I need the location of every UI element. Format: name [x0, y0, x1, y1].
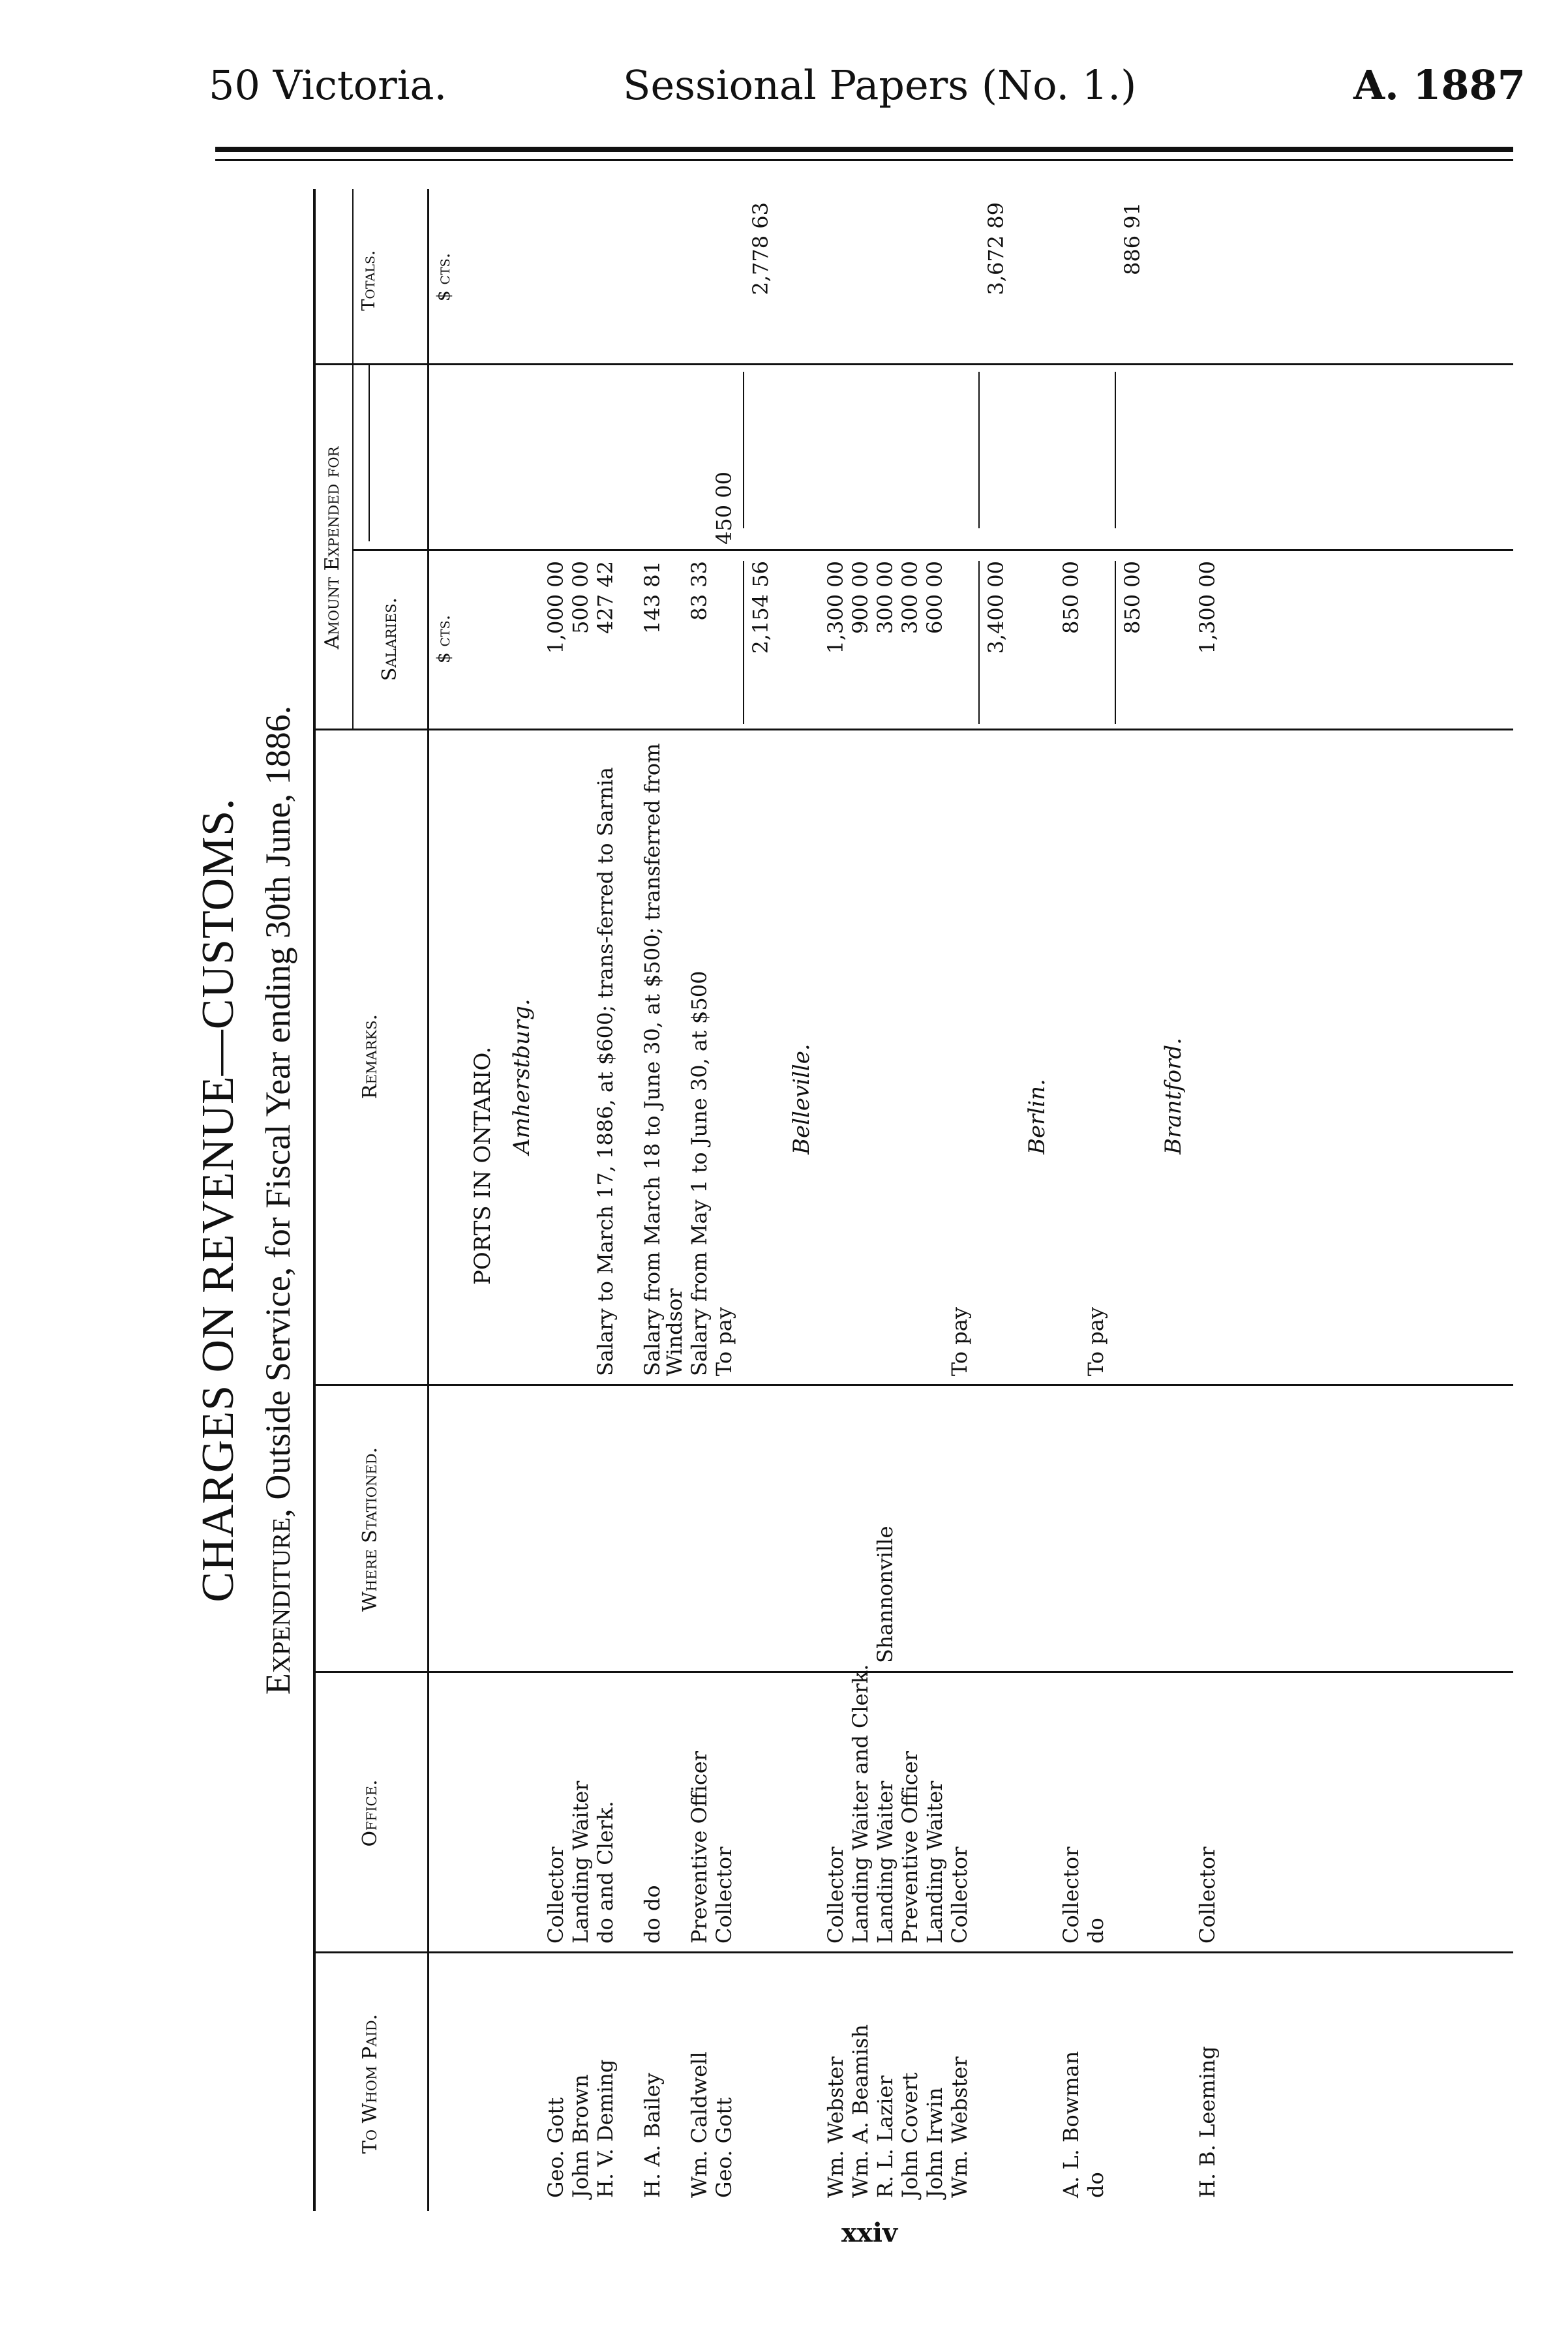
subtotal-rule — [743, 561, 744, 724]
header-bottom-rule — [427, 189, 429, 2211]
payee-name: Wm. A. Beamish — [848, 2024, 873, 2198]
payee-name: Wm. Caldwell — [687, 2051, 712, 2198]
col-header-salaries: Salaries. — [378, 597, 401, 682]
office-name: Preventive Officer — [687, 1751, 712, 1944]
amount-header-rule — [352, 189, 354, 730]
wages-value: 450 00 — [712, 472, 736, 545]
payee-name: John Covert — [897, 2072, 922, 2198]
rotated-table-page — [193, 189, 1513, 2211]
office-name: Collector — [947, 1846, 972, 1944]
office-name: Collector — [543, 1846, 568, 1944]
subtotal-salary: 3,400 00 — [984, 561, 1008, 654]
col-rule-1 — [313, 1951, 1513, 1953]
col-rule-6 — [313, 363, 1513, 365]
port-name: Belleville. — [789, 1044, 815, 1154]
unit-totals: $ cts. — [434, 252, 454, 302]
unit-salaries: $ cts. — [434, 614, 454, 664]
col-header-where-stationed: Where Stationed. — [359, 1447, 382, 1612]
col-header-amount-expended: Amount Expended for — [321, 446, 344, 650]
payee-name: A. L. Bowman — [1059, 2051, 1083, 2198]
office-name: Collector — [1059, 1846, 1083, 1944]
subtotal-rule — [1115, 372, 1116, 528]
salary-value: 500 00 — [568, 561, 593, 634]
col-header-totals: Totals. — [359, 250, 379, 311]
col-header-office: Office. — [359, 1779, 382, 1847]
payee-name: R. L. Lazier — [873, 2075, 897, 2198]
salary-value: 600 00 — [922, 561, 947, 634]
office-name: Collector — [823, 1846, 848, 1944]
office-name: Preventive Officer — [897, 1751, 922, 1944]
subtitle-rest: Outside Service, for Fiscal Year ending 30th June, 1886. — [258, 705, 297, 1500]
year-label: A. 1887 — [1353, 61, 1526, 109]
salary-value: 300 00 — [897, 561, 922, 634]
port-name: Amherstburg. — [509, 999, 535, 1154]
subtotal-rule — [978, 372, 980, 528]
table-title: CHARGES ON REVENUE—CUSTOMS. — [193, 798, 243, 1602]
payee-name: H. A. Bailey — [640, 2073, 665, 2198]
col-rule-5 — [354, 549, 1513, 551]
office-name: do — [1083, 1917, 1108, 1944]
port-name: Berlin. — [1024, 1079, 1050, 1154]
remarks-text: Salary from March 18 to June 30, at $500; transferred from Windsor — [640, 743, 687, 1376]
header-rule-thick — [215, 147, 1513, 152]
remarks-text: To pay — [1083, 1307, 1108, 1376]
payee-name: H. B. Leeming — [1195, 2046, 1220, 2198]
office-name: Collector — [712, 1846, 736, 1944]
subtotal-salary: 2,154 56 — [748, 561, 773, 654]
port-total: 3,672 89 — [984, 202, 1008, 295]
salary-value: 427 42 — [593, 561, 618, 634]
salary-value: 83 33 — [687, 561, 712, 621]
office-name: Landing Waiter — [922, 1781, 947, 1944]
header-rule-thin — [215, 159, 1513, 161]
port-name: Brantford. — [1160, 1038, 1186, 1154]
payee-name: Geo. Gott — [712, 2097, 736, 2198]
salary-value: 1,300 00 — [1195, 561, 1220, 654]
salary-value: 1,000 00 — [543, 561, 568, 654]
payee-name: Wm. Webster — [823, 2056, 848, 2198]
subtotal-rule — [978, 561, 980, 724]
station-name: Shannonville — [873, 1526, 897, 1663]
page-marker: xxiv — [841, 2218, 898, 2248]
sessional-papers-label: Sessional Papers (No. 1.) — [623, 61, 1137, 109]
salary-value: 850 00 — [1059, 561, 1083, 634]
salary-value: 900 00 — [848, 561, 873, 634]
col-rule-3 — [313, 1384, 1513, 1386]
rents-header-rule — [369, 365, 370, 541]
payee-name: Wm. Webster — [947, 2056, 972, 2198]
office-name: Landing Waiter and Clerk. — [848, 1664, 873, 1944]
remarks-text: To pay — [947, 1307, 972, 1376]
office-name: Landing Waiter — [568, 1781, 593, 1944]
col-rule-2 — [313, 1671, 1513, 1673]
remarks-text: To pay — [712, 1307, 736, 1376]
table-subtitle — [258, 189, 298, 2211]
remarks-text: Salary to March 17, 1886, at $600; trans-ferred to Sarnia — [593, 767, 618, 1376]
subtotal-rule — [1115, 561, 1116, 724]
col-header-to-whom-paid: To Whom Paid. — [359, 2013, 382, 2154]
col-rule-4 — [313, 729, 1513, 730]
port-total: 2,778 63 — [748, 202, 773, 295]
payee-name: John Brown — [568, 2074, 593, 2198]
payee-name: do — [1083, 2172, 1108, 2198]
office-name: do do — [640, 1885, 665, 1944]
salary-value: 1,300 00 — [823, 561, 848, 654]
payee-name: Geo. Gott — [543, 2097, 568, 2198]
payee-name: John Irwin — [922, 2087, 947, 2198]
session-label: 50 Victoria. — [209, 61, 447, 109]
subtotal-salary: 850 00 — [1120, 561, 1145, 634]
section-title: PORTS IN ONTARIO. — [470, 1046, 496, 1285]
office-name: Landing Waiter — [873, 1781, 897, 1944]
remarks-text: Salary from May 1 to June 30, at $500 — [687, 970, 712, 1376]
table-top-rule — [313, 189, 316, 2211]
subtotal-rule — [743, 372, 744, 528]
payee-name: H. V. Deming — [593, 2059, 618, 2198]
subtitle-lead: Expenditure, — [258, 1509, 297, 1695]
port-total: 886 91 — [1120, 202, 1145, 275]
office-name: do and Clerk. — [593, 1801, 618, 1944]
office-name: Collector — [1195, 1846, 1220, 1944]
salary-value: 143 81 — [640, 561, 665, 634]
salary-value: 300 00 — [873, 561, 897, 634]
col-header-remarks: Remarks. — [359, 1014, 382, 1100]
